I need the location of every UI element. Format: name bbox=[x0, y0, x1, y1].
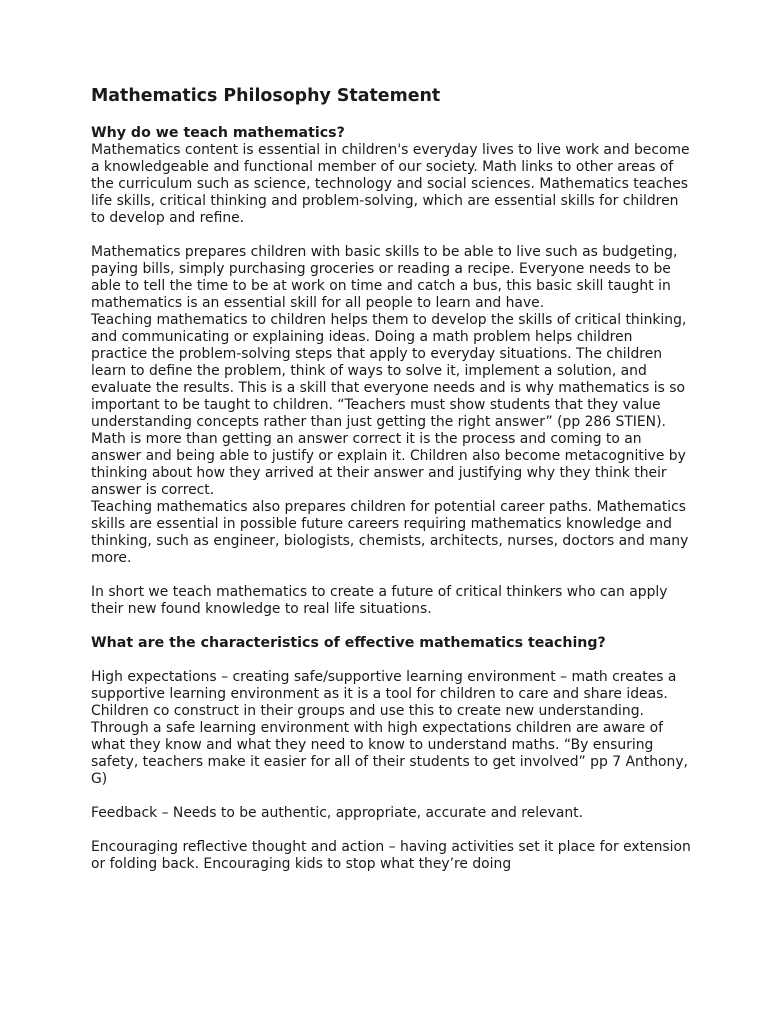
section-heading-why-teach: Why do we teach mathematics? bbox=[91, 125, 345, 141]
paragraph: Teaching mathematics also prepares children for potential career paths. Mathematics skills are essential in possible future careers requiring mathematics knowledge and thinking, such as engineer, biologists, chemists, architects, nurses, doctors and many more. bbox=[91, 499, 689, 566]
paragraph: Mathematics prepares children with basic skills to be able to live such as budgeting, paying bills, simply purchasing groceries or reading a recipe. Everyone needs to be able to tell the time to be at work on time and catch a bus, this basic skill taught in mathematics is an essential skill for all people to learn and have. bbox=[91, 244, 678, 311]
document-title: Mathematics Philosophy Statement bbox=[91, 86, 441, 106]
paragraph: Teaching mathematics to children helps them to develop the skills of critical thinking, and communicating or explaining ideas. Doing a math problem helps children practice the problem-solving steps that apply to everyday situations. The children learn to define the problem, think of ways to solve it, implement a solution, and evaluate the results. This is a skill that everyone needs and is why mathematics is so important to be taught to children. “Teachers must show students that they value understanding concepts rather than just getting the right answer” (pp 286 STIEN). Math is more than getting an answer correct it is the process and coming to an answer and being able to justify or explain it. Children also become metacognitive by thinking about how they arrived at their answer and justifying why they think their answer is correct. bbox=[91, 312, 687, 498]
paragraph: Encouraging reflective thought and action – having activities set it place for extension or folding back. Encouraging kids to stop what they’re doing bbox=[91, 839, 691, 872]
section-heading-characteristics: What are the characteristics of effective mathematics teaching? bbox=[91, 635, 606, 651]
paragraph: In short we teach mathematics to create a future of critical thinkers who can apply their new found knowledge to real life situations. bbox=[91, 584, 668, 617]
paragraph: Mathematics content is essential in children's everyday lives to live work and become a knowledgeable and functional member of our society. Math links to other areas of the curriculum such as science, technology and social sciences. Mathematics teaches life skills, critical thinking and problem-solving, which are essential skills for children to develop and refine. bbox=[91, 142, 690, 226]
paragraph: High expectations – creating safe/supportive learning environment – math creates a supportive learning environment as it is a tool for children to care and share ideas. Children co construct in their groups and use this to create new understanding. Through a safe learning environment with high expectations children are aware of what they know and what they need to know to understand maths. “By ensuring safety, teachers make it easier for all of their students to get involved” pp 7 Anthony, G) bbox=[91, 669, 688, 787]
paragraph: Feedback – Needs to be authentic, appropriate, accurate and relevant. bbox=[91, 805, 584, 821]
document-page bbox=[91, 86, 691, 873]
